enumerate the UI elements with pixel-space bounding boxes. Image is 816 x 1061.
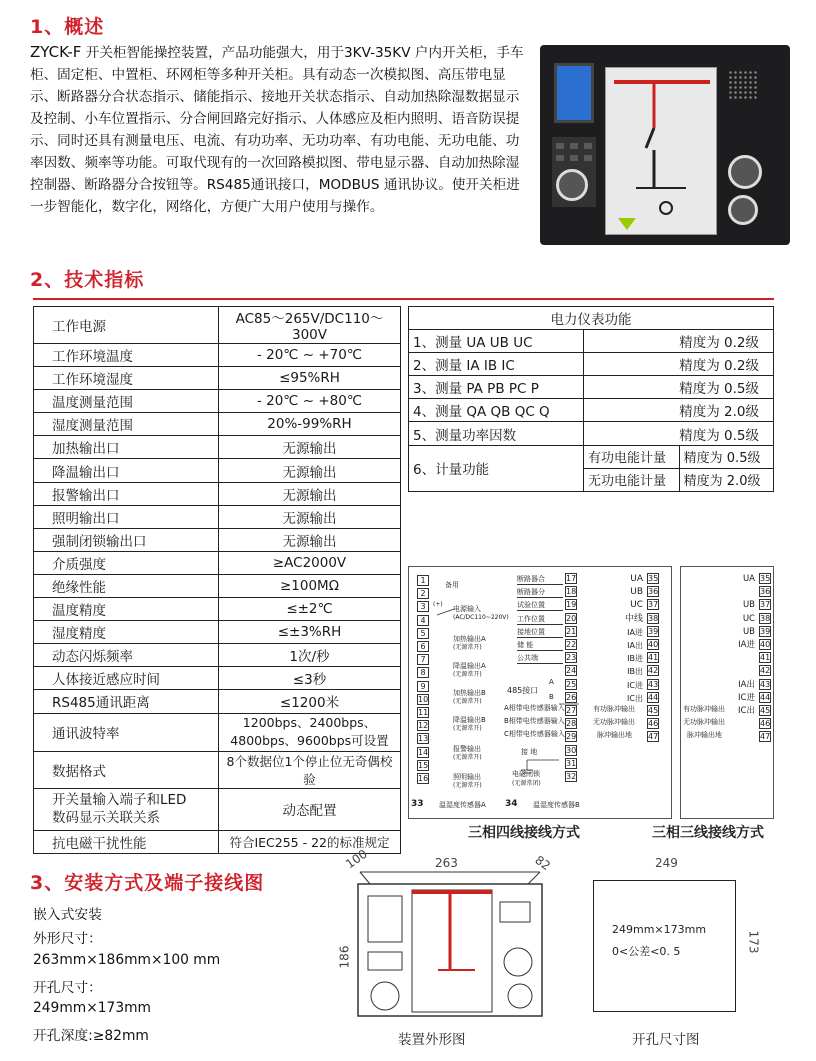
spec-key: 照明输出口 <box>34 505 219 528</box>
pulse-label-1: 有功脉冲输出 <box>593 705 635 713</box>
terminal-right: 47 <box>648 732 659 742</box>
terminal-right2: 40 <box>760 640 771 649</box>
spec-row <box>34 574 401 597</box>
hole-size-text: 249mm×173mm <box>612 923 707 936</box>
spec-row <box>34 367 401 390</box>
terminal-left-label: 降温输出B <box>453 716 486 724</box>
terminal-mid-label: 公共端 <box>517 654 563 664</box>
spec-key: 人体接近感应时间 <box>34 667 219 690</box>
spec-row <box>34 390 401 413</box>
caption-4wire: 三相四线接线方式 <box>468 825 580 841</box>
terminal-left-label: (无源常开) <box>453 782 482 789</box>
terminal-right2: 39 <box>760 626 771 636</box>
spec-row <box>34 598 401 621</box>
terminal-right: 44 <box>648 692 659 702</box>
switch-knob-icon <box>728 195 758 225</box>
selector-knob-icon <box>556 169 588 201</box>
terminal-right2: 47 <box>760 732 771 742</box>
terminal-left: 2 <box>417 588 429 599</box>
spec-row <box>34 307 401 344</box>
spec-table <box>33 306 401 854</box>
control-knob-icon <box>728 155 762 189</box>
terminal-left-label: 照明输出 <box>453 773 481 781</box>
terminal-right: 36 <box>648 587 659 597</box>
pulse-label-3: 脉冲输出地 <box>687 731 722 739</box>
spec-value: 无源输出 <box>219 482 401 505</box>
intro-text: 开关柜智能操控装置，产品功能强大，用于3KV-35KV 户内开关柜，手车柜、固定柜、中置柜、环网柜等多种开关柜。具有动态一次模拟图、高压带电显示、断路器分合状态指示、储能指示、接地开关状态指示、自动加热除湿数据显示及控制、小车位置指示、分合闸回路完好指示、人体感应及柜内照明、语音防误提示、同时还具有测量电压、电流、有功功率、无功功率、有功电能、无功电能、功率因数、频率等功能。可取代现有的一次回路模拟图、带电显示器、自动加热除湿控制器、断路器分合按钮等。RS485通讯接口，MODBUS 通讯协议。使开关柜进一步智能化，数字化，网络化，方便广大用户使用与操作。 <box>30 45 524 215</box>
hole-label: 开孔尺寸： <box>33 980 102 996</box>
terminal-mid: 26 <box>566 692 577 702</box>
outline-drawing <box>350 862 580 1022</box>
terminal-mid-label: 接地位置 <box>517 628 563 638</box>
terminal-right-label: UA <box>630 574 643 584</box>
terminal-right: 37 <box>648 600 659 610</box>
spec-key: 工作环境湿度 <box>34 367 219 390</box>
terminal-left: 9 <box>417 681 429 692</box>
terminal-right: 41 <box>648 653 659 663</box>
terminal-left: 6 <box>417 641 429 652</box>
spec-row <box>34 621 401 644</box>
spec-value: ≥AC2000V <box>219 551 401 574</box>
spec-value: ≥100MΩ <box>219 574 401 597</box>
spec-value: 1200bps、2400bps、 4800bps、9600bps可设置 <box>219 713 401 751</box>
wiring-diagram-4wire <box>408 566 672 819</box>
spec-row <box>34 459 401 482</box>
spec-row <box>34 344 401 367</box>
spec-key: 湿度精度 <box>34 621 219 644</box>
terminal-left-label: 报警输出 <box>453 745 481 753</box>
spec-key: 工作电源 <box>34 307 219 344</box>
lock-label: 电磁闭锁 <box>512 770 540 778</box>
spec-value: 无源输出 <box>219 505 401 528</box>
terminal-right-label: IA进 <box>627 627 643 637</box>
speaker-grille <box>728 70 758 100</box>
terminal-left-label: 加热输出B <box>453 689 486 697</box>
power-table <box>408 306 774 492</box>
terminal-mid: 24 <box>566 666 577 676</box>
terminal-left: 15 <box>418 760 429 770</box>
hole-depth: 开孔深度:≥82mm <box>33 1028 149 1044</box>
terminal-mid-label: 工作位置 <box>517 615 563 625</box>
terminal-right2: 38 <box>760 613 771 623</box>
intro-paragraph <box>30 41 532 218</box>
outline-caption: 装置外形图 <box>398 1032 466 1048</box>
terminal-mid: 23 <box>566 653 577 663</box>
hole-dim-height: 173 <box>746 930 761 954</box>
terminal-right2-label: UC <box>742 613 755 624</box>
spec-row <box>34 505 401 528</box>
terminal-left: 11 <box>418 708 429 717</box>
spec-key: 温度精度 <box>34 598 219 621</box>
metering-active: 有功电能计量 <box>584 445 680 468</box>
terminal-right2: 45 <box>760 706 771 715</box>
terminal-left: 16 <box>418 774 429 783</box>
sensor-a-num: 33 <box>411 799 424 809</box>
terminal-right2: 36 <box>760 587 771 597</box>
terminal-left: 3 <box>417 601 429 612</box>
terminal-right: 38 <box>648 613 659 623</box>
power-item: 5、测量功率因数 <box>409 422 584 445</box>
spec-key: 数据格式 <box>34 751 219 788</box>
sensor-b-num: 34 <box>505 799 518 809</box>
terminal-left-label: 电源输入 <box>453 605 481 613</box>
terminal-right-label: 中线 <box>624 613 643 624</box>
section-2-title: 2、技术指标 <box>30 269 145 291</box>
dim-width: 263 <box>435 856 458 870</box>
wiring-diagram-3wire <box>680 566 774 819</box>
terminal-mid: 27 <box>566 706 577 715</box>
terminal-right-label: UC <box>630 600 643 611</box>
hole-dim-width: 249 <box>655 856 678 870</box>
power-item: 1、测量 UA UB UC <box>409 330 584 353</box>
metering-active-acc: 精度为 0.5级 <box>679 445 773 468</box>
spec-row <box>34 667 401 690</box>
terminal-left: 8 <box>417 667 429 678</box>
spec-value: 无源输出 <box>219 436 401 459</box>
terminal-mid-label: 断路器合 <box>517 575 563 585</box>
spec-value: 8个数据位1个停止位无奇偶校验 <box>219 751 401 788</box>
power-item: 3、测量 PA PB PC P <box>409 376 584 399</box>
terminal-mid: 17 <box>566 574 577 583</box>
terminal-right2: 41 <box>760 653 771 663</box>
terminal-mid: 22 <box>566 640 577 649</box>
power-accuracy: 精度为 0.5级 <box>584 376 774 399</box>
terminal-right2: 35 <box>760 574 771 583</box>
spec-value: - 20℃ ~ +70℃ <box>219 344 401 367</box>
spec-row <box>34 690 401 713</box>
hole-caption: 开孔尺寸图 <box>632 1032 700 1048</box>
terminal-mid: 18 <box>566 587 577 597</box>
model-name: ZYCK-F <box>30 43 82 61</box>
terminal-right2: 43 <box>760 679 771 689</box>
power-item: 4、测量 QA QB QC Q <box>409 399 584 422</box>
spec-key: 强制闭锁输出口 <box>34 528 219 551</box>
spec-key: 降温输出口 <box>34 459 219 482</box>
spec-key: 加热输出口 <box>34 436 219 459</box>
terminal-mid-label: 断路器分 <box>517 588 563 598</box>
outer-size: 263mm×186mm×100 mm <box>33 952 221 968</box>
spec-value: ≤±3%RH <box>219 621 401 644</box>
rs485-label: 485接口 <box>507 686 539 695</box>
terminal-mid: 19 <box>566 600 577 610</box>
power-row <box>409 399 774 422</box>
terminal-left-label: (无源常开) <box>453 671 482 678</box>
section-3-title: 3、安装方式及端子接线图 <box>30 872 265 894</box>
spec-key: 开关量输入端子和LED 数码显示关联关系 <box>34 788 219 830</box>
terminal-left-label: (无源常开) <box>453 725 482 732</box>
terminal-right: 46 <box>648 719 659 729</box>
power-accuracy: 精度为 0.2级 <box>584 330 774 353</box>
spec-key: 工作环境温度 <box>34 344 219 367</box>
caption-3wire: 三相三线接线方式 <box>652 825 764 841</box>
terminal-left-label: (AC/DC110~220V) <box>453 614 509 621</box>
terminal-mid: 32 <box>566 772 577 781</box>
spec-value: 无源输出 <box>219 528 401 551</box>
spec-key: 通讯波特率 <box>34 713 219 751</box>
spec-key: 抗电磁干扰性能 <box>34 830 219 853</box>
pulse-label-3: 脉冲输出地 <box>597 731 632 739</box>
power-accuracy: 精度为 0.2级 <box>584 353 774 376</box>
mimic-panel <box>605 67 717 235</box>
sensor-b-port-label: 温湿度传感器B <box>533 801 580 809</box>
keypad <box>552 137 596 207</box>
spec-row <box>34 551 401 574</box>
spec-key: 湿度测量范围 <box>34 413 219 436</box>
terminal-mid: 20 <box>566 613 577 623</box>
spec-value: ≤3秒 <box>219 667 401 690</box>
spec-value: ≤95%RH <box>219 367 401 390</box>
pulse-label-2: 无功脉冲输出 <box>593 718 635 726</box>
terminal-right-label: UB <box>630 587 643 598</box>
spec-value: ≤1200米 <box>219 690 401 713</box>
spec-key: RS485通讯距离 <box>34 690 219 713</box>
terminal-left: 13 <box>418 734 429 744</box>
install-method: 嵌入式安装 <box>33 907 102 923</box>
lcd-screen <box>554 63 594 123</box>
terminal-right2-label: IA出 <box>738 679 755 690</box>
metering-reactive-acc: 精度为 2.0级 <box>679 468 773 491</box>
terminal-left: 5 <box>417 628 429 639</box>
spec-value: 符合IEC255 - 22的标准规定 <box>219 830 401 853</box>
terminal-left-label: 降温输出A <box>453 662 486 670</box>
spec-row <box>34 436 401 459</box>
spec-row <box>34 482 401 505</box>
terminal-right2-label: UA <box>742 574 755 584</box>
power-row <box>409 422 774 445</box>
metering-reactive: 无功电能计量 <box>584 468 680 491</box>
spec-value: 20%-99%RH <box>219 413 401 436</box>
power-row <box>409 376 774 399</box>
sensor-b-label: B相带电传感器输入 <box>504 717 565 725</box>
power-accuracy: 精度为 2.0级 <box>584 399 774 422</box>
divider <box>33 298 774 300</box>
terminal-right2-label: UB <box>742 600 755 611</box>
terminal-right: 40 <box>648 640 659 649</box>
terminal-right2-label: IC出 <box>738 706 755 716</box>
terminal-right-label: IB出 <box>627 667 643 677</box>
sensor-c-label: C相带电传感器输入 <box>504 730 565 738</box>
terminal-right2-label: IC进 <box>738 692 755 703</box>
terminal-mid: 28 <box>566 719 577 729</box>
pulse-label-1: 有功脉冲输出 <box>683 705 725 713</box>
terminal-left: 14 <box>418 747 429 757</box>
terminal-left: 1 <box>417 575 429 586</box>
terminal-mid: 30 <box>566 745 577 755</box>
power-row <box>409 353 774 376</box>
spec-value: AC85～265V/DC110～300V <box>219 307 401 344</box>
spec-key: 报警输出口 <box>34 482 219 505</box>
hole-drawing <box>593 880 736 1012</box>
device-photo <box>540 45 790 245</box>
terminal-right-label: IB进 <box>627 654 643 664</box>
terminal-left: 10 <box>418 694 429 704</box>
ground-label: 接 地 <box>521 748 538 756</box>
terminal-right2-label: IA进 <box>738 640 755 650</box>
terminal-mid: 25 <box>566 679 577 689</box>
spec-value: 动态配置 <box>219 788 401 830</box>
terminal-right-label: IA出 <box>627 641 643 650</box>
sensor-a-label: A相带电传感器输入 <box>504 704 565 712</box>
terminal-right-label: IC进 <box>627 680 643 690</box>
metering-label: 6、计量功能 <box>409 445 584 491</box>
spec-row <box>34 644 401 667</box>
terminal-mid-label: 储 能 <box>517 641 563 651</box>
dim-depth: 100 <box>343 846 370 872</box>
terminal-mid: 21 <box>566 626 577 636</box>
terminal-left-label: 备用 <box>445 581 459 589</box>
rs485-a: A <box>549 678 554 686</box>
power-table-title: 电力仪表功能 <box>409 307 774 330</box>
terminal-right: 42 <box>648 666 659 676</box>
terminal-right2-label: UB <box>742 626 755 637</box>
dim-depth-2: 82 <box>532 852 553 874</box>
hole-tolerance: 0<公差<0. 5 <box>612 945 681 958</box>
terminal-mid-label: 试验位置 <box>517 601 563 611</box>
power-row <box>409 330 774 353</box>
terminal-right: 43 <box>648 679 659 689</box>
power-item: 2、测量 IA IB IC <box>409 353 584 376</box>
dim-height: 186 <box>337 945 352 969</box>
terminal-left-label: (无源常开) <box>453 698 482 705</box>
terminal-right2: 44 <box>760 692 771 702</box>
spec-value: 无源输出 <box>219 459 401 482</box>
spec-row <box>34 528 401 551</box>
spec-value: ≤±2℃ <box>219 598 401 621</box>
terminal-left-label: (无源常开) <box>453 754 482 761</box>
terminal-right2: 46 <box>760 719 771 729</box>
spec-key: 介质强度 <box>34 551 219 574</box>
sensor-a-port-label: 温湿度传感器A <box>439 801 486 809</box>
spec-row <box>34 413 401 436</box>
pulse-label-2: 无功脉冲输出 <box>683 718 725 726</box>
outer-label: 外形尺寸： <box>33 931 102 947</box>
spec-key: 动态闪烁频率 <box>34 644 219 667</box>
terminal-right: 39 <box>648 626 659 636</box>
terminal-right-label: IC出 <box>627 693 643 703</box>
terminal-left-label: (无源常开) <box>453 644 482 651</box>
section-1-title: 1、概述 <box>30 16 105 38</box>
terminal-left-label: (+) <box>433 601 443 608</box>
spec-key: 绝缘性能 <box>34 574 219 597</box>
terminal-right2: 42 <box>760 666 771 676</box>
terminal-left: 12 <box>418 721 429 731</box>
power-accuracy: 精度为 0.5级 <box>584 422 774 445</box>
terminal-right: 35 <box>648 574 659 583</box>
terminal-left: 7 <box>417 654 429 665</box>
terminal-left-label: 加热输出A <box>453 635 486 643</box>
terminal-left: 4 <box>417 615 429 626</box>
rs485-b: B <box>549 693 554 701</box>
spec-key: 温度测量范围 <box>34 390 219 413</box>
spec-value: 1次/秒 <box>219 644 401 667</box>
terminal-right: 45 <box>648 706 659 715</box>
lock-sub-label: (无源常闭) <box>512 780 541 787</box>
terminal-mid: 31 <box>566 758 577 768</box>
terminal-right2: 37 <box>760 600 771 610</box>
terminal-mid: 29 <box>566 732 577 742</box>
spec-value: - 20℃ ~ +80℃ <box>219 390 401 413</box>
hole-size: 249mm×173mm <box>33 1000 151 1016</box>
